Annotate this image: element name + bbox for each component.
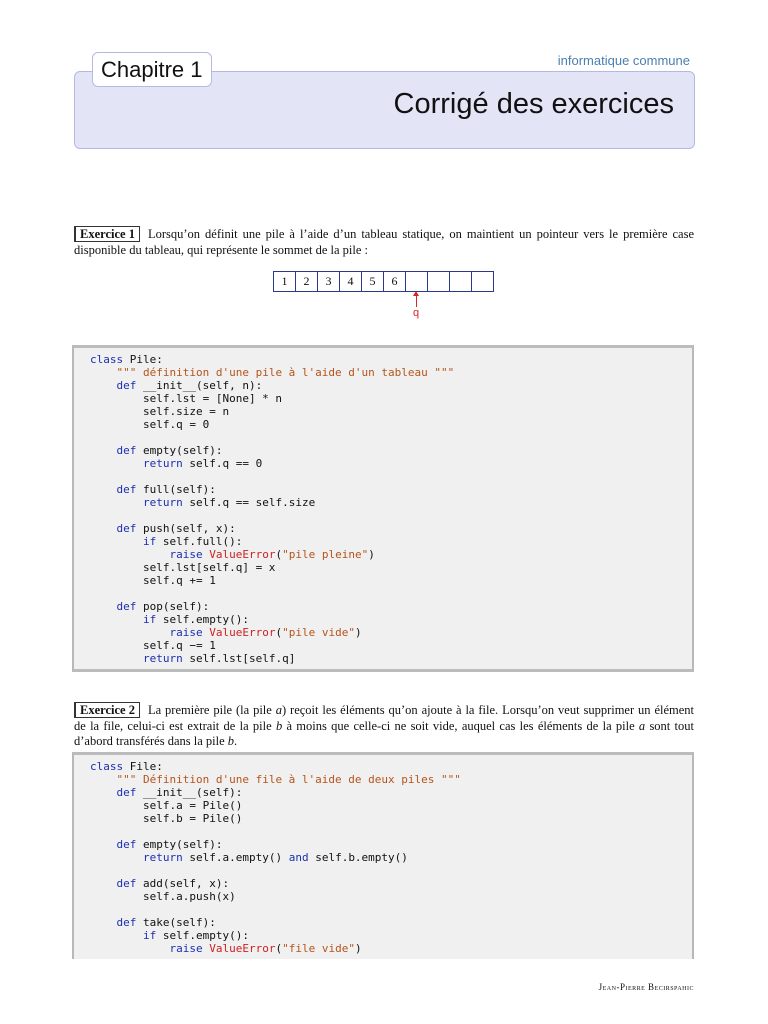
array-cell: 2 xyxy=(295,271,318,292)
exercise-1-text: Lorsqu’on définit une pile à l’aide d’un tableau statique, on maintient un pointeur vers le première case disponible du tableau, qui représente le sommet de la pile : xyxy=(74,227,694,257)
code-block-pile xyxy=(72,345,694,672)
exercise-2-text: ) reçoit les éléments qu’on ajoute à la file. Lorsqu’on veut supprimer un élément de la file, celui-ci est extrait de la pile xyxy=(74,703,695,733)
code-block-file xyxy=(72,752,694,959)
array-cell xyxy=(449,271,472,292)
array-cell: 6 xyxy=(383,271,406,292)
exercise-2-text: . xyxy=(234,734,238,748)
array-cell xyxy=(427,271,450,292)
exercise-2-text: La première pile (la pile xyxy=(147,703,276,717)
chapter-tab: Chapitre 1 xyxy=(92,52,212,87)
array-cell xyxy=(471,271,494,292)
exercise-2-paragraph xyxy=(74,702,694,750)
page-title: Corrigé des exercices xyxy=(393,88,674,120)
array-cell: 4 xyxy=(339,271,362,292)
array-cell: 5 xyxy=(361,271,384,292)
subject-label: informatique commune xyxy=(557,53,690,68)
code-file: class File: """ Définition d'une file à l'aide de deux piles """ def __init__(self): self.a = Pile() self.b = Pile() def empty(self): return self.a.empty() and self.b.empty() def add(self, x): self.a.push(x) def take(self): if self.empty(): raise ValueError("file vide") xyxy=(90,760,461,955)
exercise-1-label: Exercice 1 xyxy=(74,226,140,242)
var-a: a xyxy=(638,718,646,733)
array-cell xyxy=(405,271,428,292)
var-a: a xyxy=(275,703,282,717)
pointer-arrow-line xyxy=(416,294,417,307)
code-pile: class Pile: """ définition d'une pile à l'aide d'un tableau """ def __init__(self, n): self.lst = [None] * n self.size = n self.q = 0 def empty(self): return self.q == 0 def full(self): return self.q == self.size def push(self, x): if self.full(): raise ValueError("pile pleine") self.lst[self.q] = x self.q += 1 def pop(self): if self.empty(): raise ValueError("pile vide") self.q −= 1 return self.lst[self.q] xyxy=(90,353,455,665)
stack-array xyxy=(274,271,494,292)
exercise-2-text: à moins que celle-ci ne soit vide, auquel cas les éléments de la pile xyxy=(282,718,639,733)
array-cell: 1 xyxy=(273,271,296,292)
exercise-2-text: sont tout d’abord transférés dans la pile xyxy=(74,718,695,748)
pointer-label: q xyxy=(413,307,420,319)
var-b: b xyxy=(275,718,283,733)
footer-author: Jean-Pierre Becirspahic xyxy=(598,982,694,992)
exercise-1-paragraph xyxy=(74,226,694,258)
var-b: b xyxy=(227,734,235,748)
array-cell: 3 xyxy=(317,271,340,292)
exercise-2-label: Exercice 2 xyxy=(74,702,140,718)
